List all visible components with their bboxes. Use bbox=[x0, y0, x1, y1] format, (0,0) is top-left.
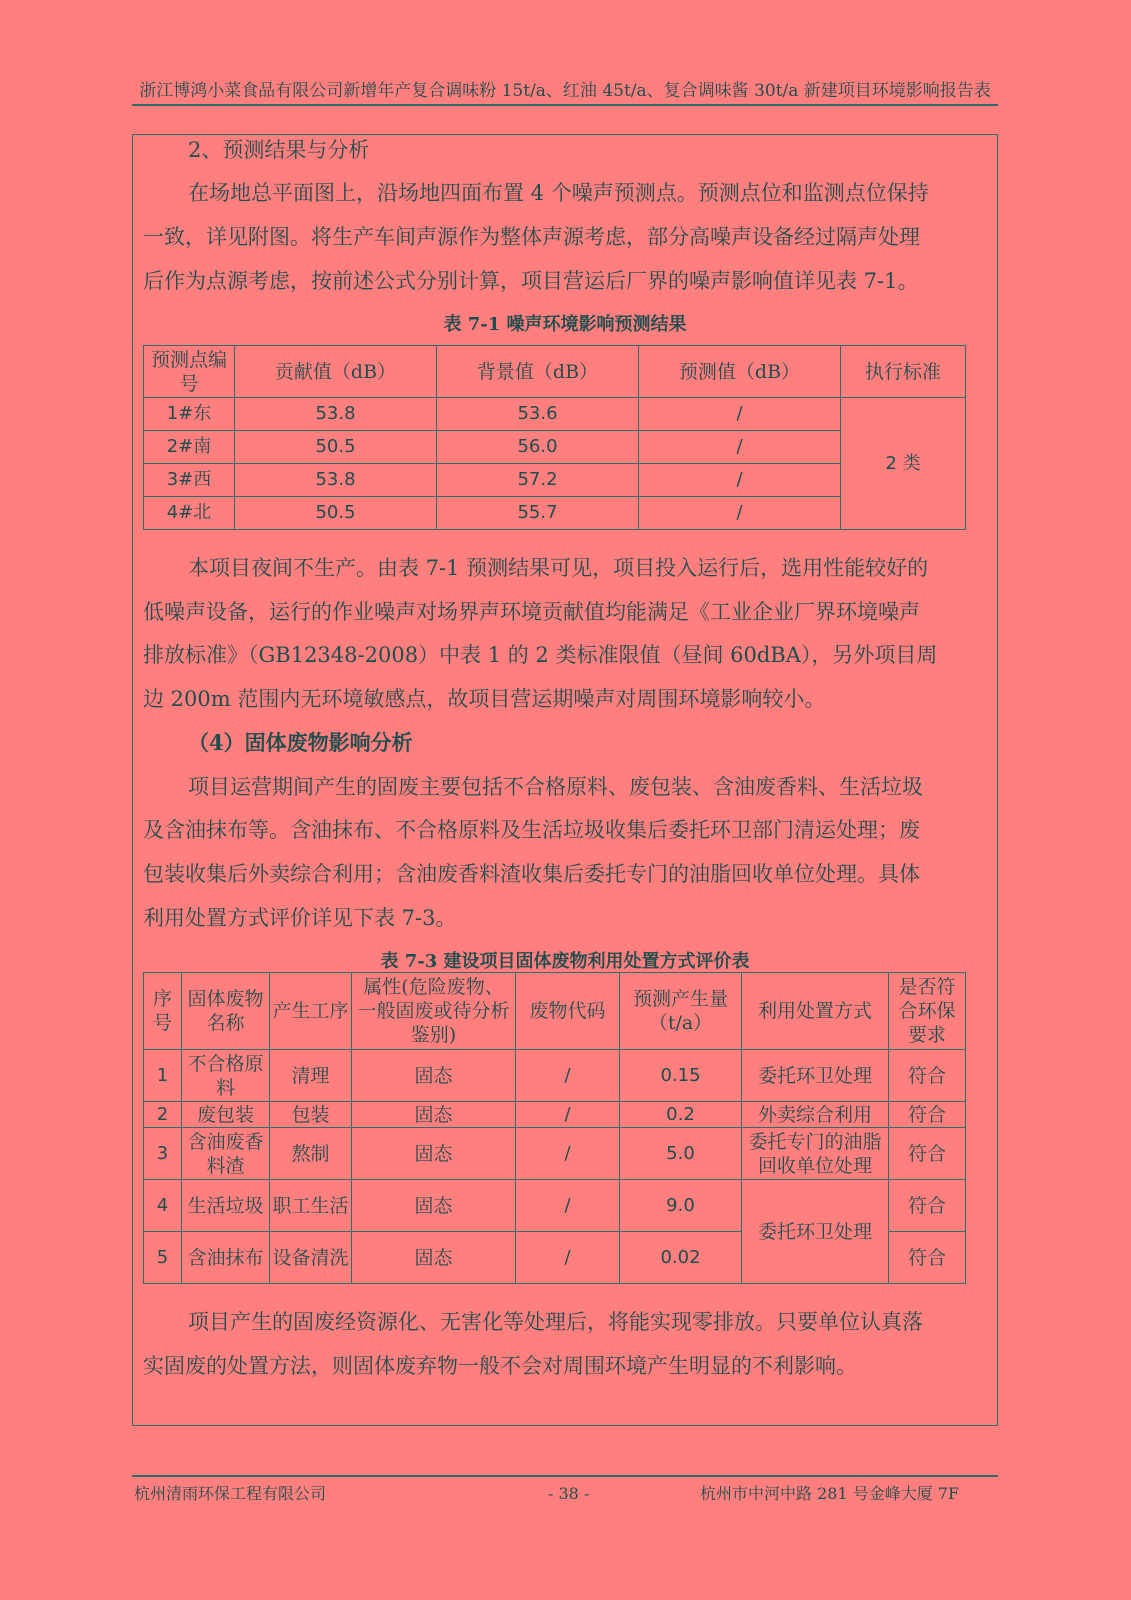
disposal-cell: 委托环卫处理 bbox=[742, 1180, 889, 1284]
process-cell: 熬制 bbox=[270, 1128, 352, 1180]
point-cell: 2#南 bbox=[144, 431, 235, 464]
footer-address: 杭州市中河中路 281 号金峰大厦 7F bbox=[700, 1484, 960, 1503]
paragraph-line: 在场地总平面图上，沿场地四面布置 4 个噪声预测点。预测点位和监测点位保持 bbox=[188, 181, 929, 205]
compliance-cell: 符合 bbox=[889, 1128, 966, 1180]
compliance-cell: 符合 bbox=[889, 1180, 966, 1232]
compliance-cell: 符合 bbox=[889, 1232, 966, 1284]
background-cell: 57.2 bbox=[437, 464, 639, 497]
header-cell: 固体废物名称 bbox=[182, 973, 270, 1050]
waste-name-cell: 废包装 bbox=[182, 1102, 270, 1128]
header-cell: 预测值（dB） bbox=[639, 346, 841, 398]
table-row bbox=[144, 1102, 966, 1128]
point-cell: 3#西 bbox=[144, 464, 235, 497]
header-cell: 废物代码 bbox=[516, 973, 620, 1050]
table-header-row bbox=[144, 346, 966, 398]
table-row bbox=[144, 1050, 966, 1102]
document-header: 浙江博鸿小菜食品有限公司新增年产复合调味粉 15t/a、红油 45t/a、复合调味酱 30t/a 新建项目环境影响报告表 bbox=[139, 81, 991, 101]
table-row bbox=[144, 1180, 966, 1232]
page-number: - 38 - bbox=[548, 1484, 590, 1503]
header-cell: 利用处置方式 bbox=[742, 973, 889, 1050]
predicted-cell: / bbox=[639, 497, 841, 530]
contribution-cell: 53.8 bbox=[235, 464, 437, 497]
disposal-cell: 委托专门的油脂回收单位处理 bbox=[742, 1128, 889, 1180]
amount-cell: 5.0 bbox=[620, 1128, 742, 1180]
predicted-cell: / bbox=[639, 398, 841, 431]
content-frame bbox=[132, 134, 998, 1426]
compliance-cell: 符合 bbox=[889, 1102, 966, 1128]
table-row bbox=[144, 1128, 966, 1180]
waste-name-cell: 含油废香料渣 bbox=[182, 1128, 270, 1180]
footer-rule bbox=[132, 1475, 998, 1477]
attribute-cell: 固态 bbox=[352, 1232, 516, 1284]
header-cell: 预测产生量（t/a） bbox=[620, 973, 742, 1050]
waste-name-cell: 生活垃圾 bbox=[182, 1180, 270, 1232]
compliance-cell: 符合 bbox=[889, 1050, 966, 1102]
amount-cell: 0.2 bbox=[620, 1102, 742, 1128]
paragraph-line: 及含油抹布等。含油抹布、不合格原料及生活垃圾收集后委托环卫部门清运处理；废 bbox=[143, 818, 920, 842]
header-rule bbox=[132, 104, 998, 106]
process-cell: 清理 bbox=[270, 1050, 352, 1102]
background-cell: 53.6 bbox=[437, 398, 639, 431]
amount-cell: 9.0 bbox=[620, 1180, 742, 1232]
paragraph-line: 本项目夜间不生产。由表 7-1 预测结果可见，项目投入运行后，选用性能较好的 bbox=[188, 556, 929, 580]
footer-company: 杭州清雨环保工程有限公司 bbox=[134, 1484, 327, 1503]
table-7-3-caption: 表 7-3 建设项目固体废物利用处置方式评价表 bbox=[380, 951, 750, 972]
header-cell: 属性(危险废物、一般固废或待分析鉴别) bbox=[352, 973, 516, 1050]
point-cell: 1#东 bbox=[144, 398, 235, 431]
paragraph-line: 包装收集后外卖综合利用；含油废香料渣收集后委托专门的油脂回收单位处理。具体 bbox=[143, 862, 920, 886]
paragraph-line: 一致，详见附图。将生产车间声源作为整体声源考虑，部分高噪声设备经过隔声处理 bbox=[143, 225, 920, 249]
predicted-cell: / bbox=[639, 431, 841, 464]
solid-waste-table bbox=[143, 972, 966, 1284]
header-cell: 贡献值（dB） bbox=[235, 346, 437, 398]
process-cell: 设备清洗 bbox=[270, 1232, 352, 1284]
table-7-1-caption: 表 7-1 噪声环境影响预测结果 bbox=[443, 314, 687, 335]
code-cell: / bbox=[516, 1050, 620, 1102]
paragraph-line: 后作为点源考虑，按前述公式分别计算，项目营运后厂界的噪声影响值详见表 7-1。 bbox=[143, 269, 919, 293]
code-cell: / bbox=[516, 1102, 620, 1128]
process-cell: 包装 bbox=[270, 1102, 352, 1128]
paragraph-line: 项目产生的固废经资源化、无害化等处理后，将能实现零排放。只要单位认真落 bbox=[188, 1310, 923, 1334]
paragraph-line: 实固废的处置方法，则固体废弃物一般不会对周围环境产生明显的不利影响。 bbox=[143, 1354, 857, 1378]
attribute-cell: 固态 bbox=[352, 1180, 516, 1232]
standard-cell: 2 类 bbox=[841, 398, 966, 530]
predicted-cell: / bbox=[639, 464, 841, 497]
attribute-cell: 固态 bbox=[352, 1102, 516, 1128]
amount-cell: 0.15 bbox=[620, 1050, 742, 1102]
paragraph-line: 项目运营期间产生的固废主要包括不合格原料、废包装、含油废香料、生活垃圾 bbox=[188, 775, 923, 799]
waste-name-cell: 不合格原料 bbox=[182, 1050, 270, 1102]
amount-cell: 0.02 bbox=[620, 1232, 742, 1284]
attribute-cell: 固态 bbox=[352, 1128, 516, 1180]
header-cell: 预测点编号 bbox=[144, 346, 235, 398]
header-cell: 执行标准 bbox=[841, 346, 966, 398]
table-row bbox=[144, 398, 966, 431]
background-cell: 56.0 bbox=[437, 431, 639, 464]
index-cell: 3 bbox=[144, 1128, 182, 1180]
disposal-cell: 外卖综合利用 bbox=[742, 1102, 889, 1128]
header-cell: 产生工序 bbox=[270, 973, 352, 1050]
index-cell: 1 bbox=[144, 1050, 182, 1102]
process-cell: 职工生活 bbox=[270, 1180, 352, 1232]
contribution-cell: 50.5 bbox=[235, 431, 437, 464]
header-cell: 背景值（dB） bbox=[437, 346, 639, 398]
contribution-cell: 50.5 bbox=[235, 497, 437, 530]
disposal-cell: 委托环卫处理 bbox=[742, 1050, 889, 1102]
point-cell: 4#北 bbox=[144, 497, 235, 530]
header-cell: 序号 bbox=[144, 973, 182, 1050]
code-cell: / bbox=[516, 1128, 620, 1180]
section-heading-solid-waste: （4）固体废物影响分析 bbox=[188, 730, 413, 755]
code-cell: / bbox=[516, 1180, 620, 1232]
paragraph-line: 边 200m 范围内无环境敏感点，故项目营运期噪声对周围环境影响较小。 bbox=[143, 687, 826, 711]
index-cell: 4 bbox=[144, 1180, 182, 1232]
paragraph-line: 利用处置方式评价详见下表 7-3。 bbox=[143, 906, 457, 930]
waste-name-cell: 含油抹布 bbox=[182, 1232, 270, 1284]
background-cell: 55.7 bbox=[437, 497, 639, 530]
paragraph-line: 低噪声设备，运行的作业噪声对场界声环境贡献值均能满足《工业企业厂界环境噪声 bbox=[143, 600, 920, 624]
index-cell: 2 bbox=[144, 1102, 182, 1128]
section-heading-prediction: 2、预测结果与分析 bbox=[188, 138, 370, 162]
paragraph-line: 排放标准》（GB12348-2008）中表 1 的 2 类标准限值（昼间 60dBA），另外项目周 bbox=[143, 643, 938, 667]
attribute-cell: 固态 bbox=[352, 1050, 516, 1102]
index-cell: 5 bbox=[144, 1232, 182, 1284]
header-cell: 是否符合环保要求 bbox=[889, 973, 966, 1050]
code-cell: / bbox=[516, 1232, 620, 1284]
noise-prediction-table bbox=[143, 345, 966, 530]
table-header-row bbox=[144, 973, 966, 1050]
contribution-cell: 53.8 bbox=[235, 398, 437, 431]
